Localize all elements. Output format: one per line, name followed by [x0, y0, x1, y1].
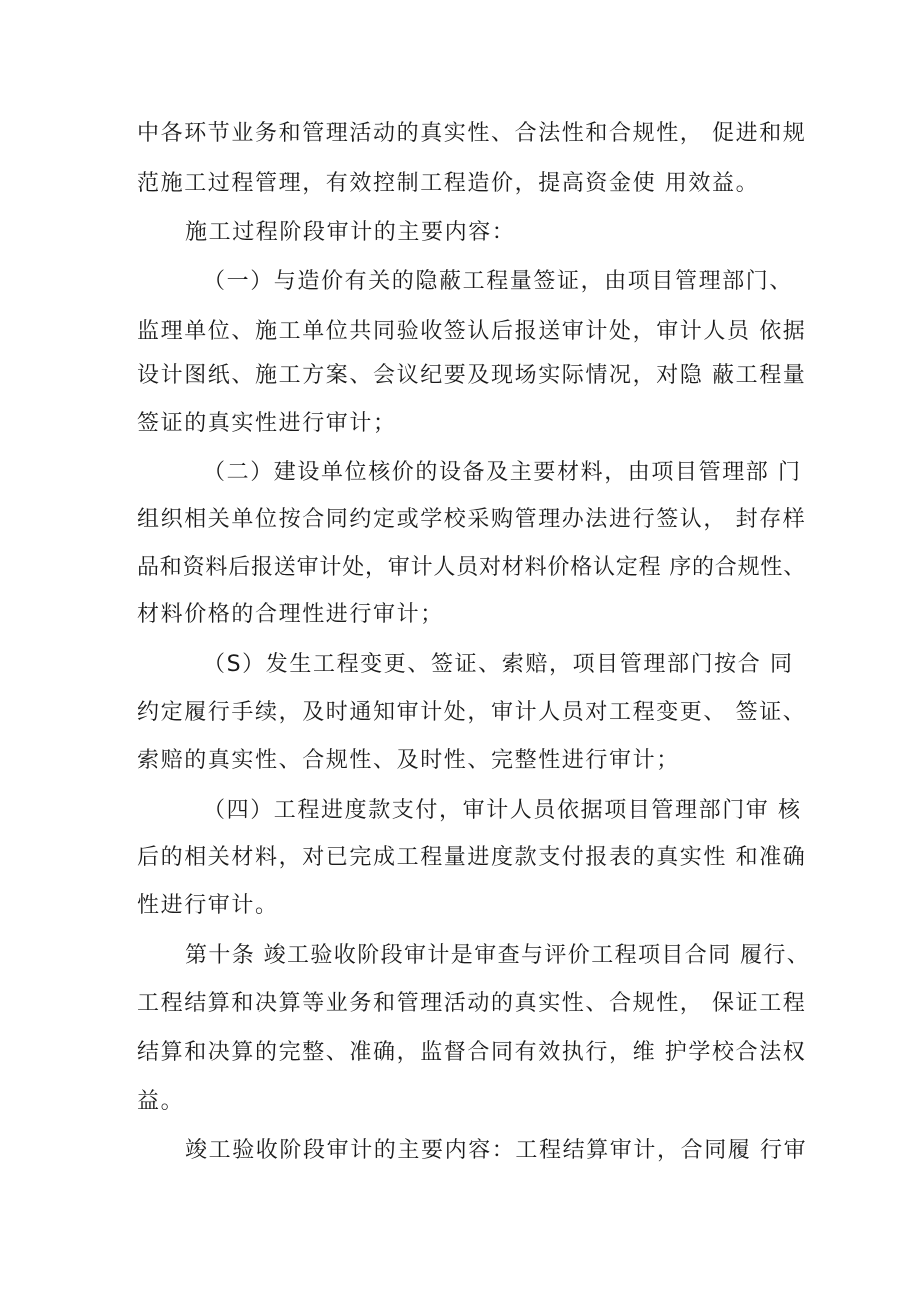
body-text-line: 工程结算和决算等业务和管理活动的真实性、合规性， 保证工程: [137, 991, 807, 1016]
body-text-line: 后的相关材料，对已完成工程量进度款支付报表的真实性 和准确: [137, 845, 807, 870]
body-text-line: 设计图纸、施工方案、会议纪要及现场实际情况，对隐 蔽工程量: [137, 363, 807, 388]
body-text-line: （四）工程进度款支付，审计人员依据项目管理部门审 核: [203, 798, 802, 823]
body-text-line: 监理单位、施工单位共同验收签认后报送审计处，审计人员 依据: [137, 319, 807, 344]
body-text-line: 施工过程阶段审计的主要内容：: [185, 220, 516, 245]
body-text-line: 索赔的真实性、合规性、及时性、完整性进行审计；: [137, 748, 680, 773]
body-text-line: （二）建设单位核价的设备及主要材料，由项目管理部 门: [203, 460, 802, 485]
body-text-line: （S）发生工程变更、签证、索赔，项目管理部门按合 同: [203, 652, 794, 677]
body-text-line: 约定履行手续，及时通知审计处，审计人员对工程变更、 签证、: [137, 700, 807, 725]
body-text-line: 结算和决算的完整、准确，监督合同有效执行，维 护学校合法权: [137, 1040, 807, 1065]
body-text-line: 中各环节业务和管理活动的真实性、合法性和合规性， 促进和规: [137, 121, 807, 146]
body-text-line: （一）与造价有关的隐蔽工程量签证，由项目管理部门、: [203, 269, 794, 294]
body-text-line: 品和资料后报送审计处，审计人员对材料价格认定程 序的合规性、: [137, 555, 806, 580]
body-text-line: 性进行审计。: [137, 893, 279, 918]
body-text-line: 竣工验收阶段审计的主要内容：工程结算审计，合同履 行审: [185, 1138, 808, 1163]
body-text-line: 益。: [137, 1089, 185, 1114]
body-text-line: 第十条 竣工验收阶段审计是审查与评价工程项目合同 履行、: [185, 943, 811, 968]
body-text-line: 组织相关单位按合同约定或学校采购管理办法进行签认， 封存样: [137, 507, 807, 532]
body-text-line: 材料价格的合理性进行审计；: [137, 602, 444, 627]
body-text-line: 范施工过程管理，有效控制工程造价，提高资金使 用效益。: [137, 171, 760, 196]
body-text-line: 签证的真实性进行审计；: [137, 411, 397, 436]
